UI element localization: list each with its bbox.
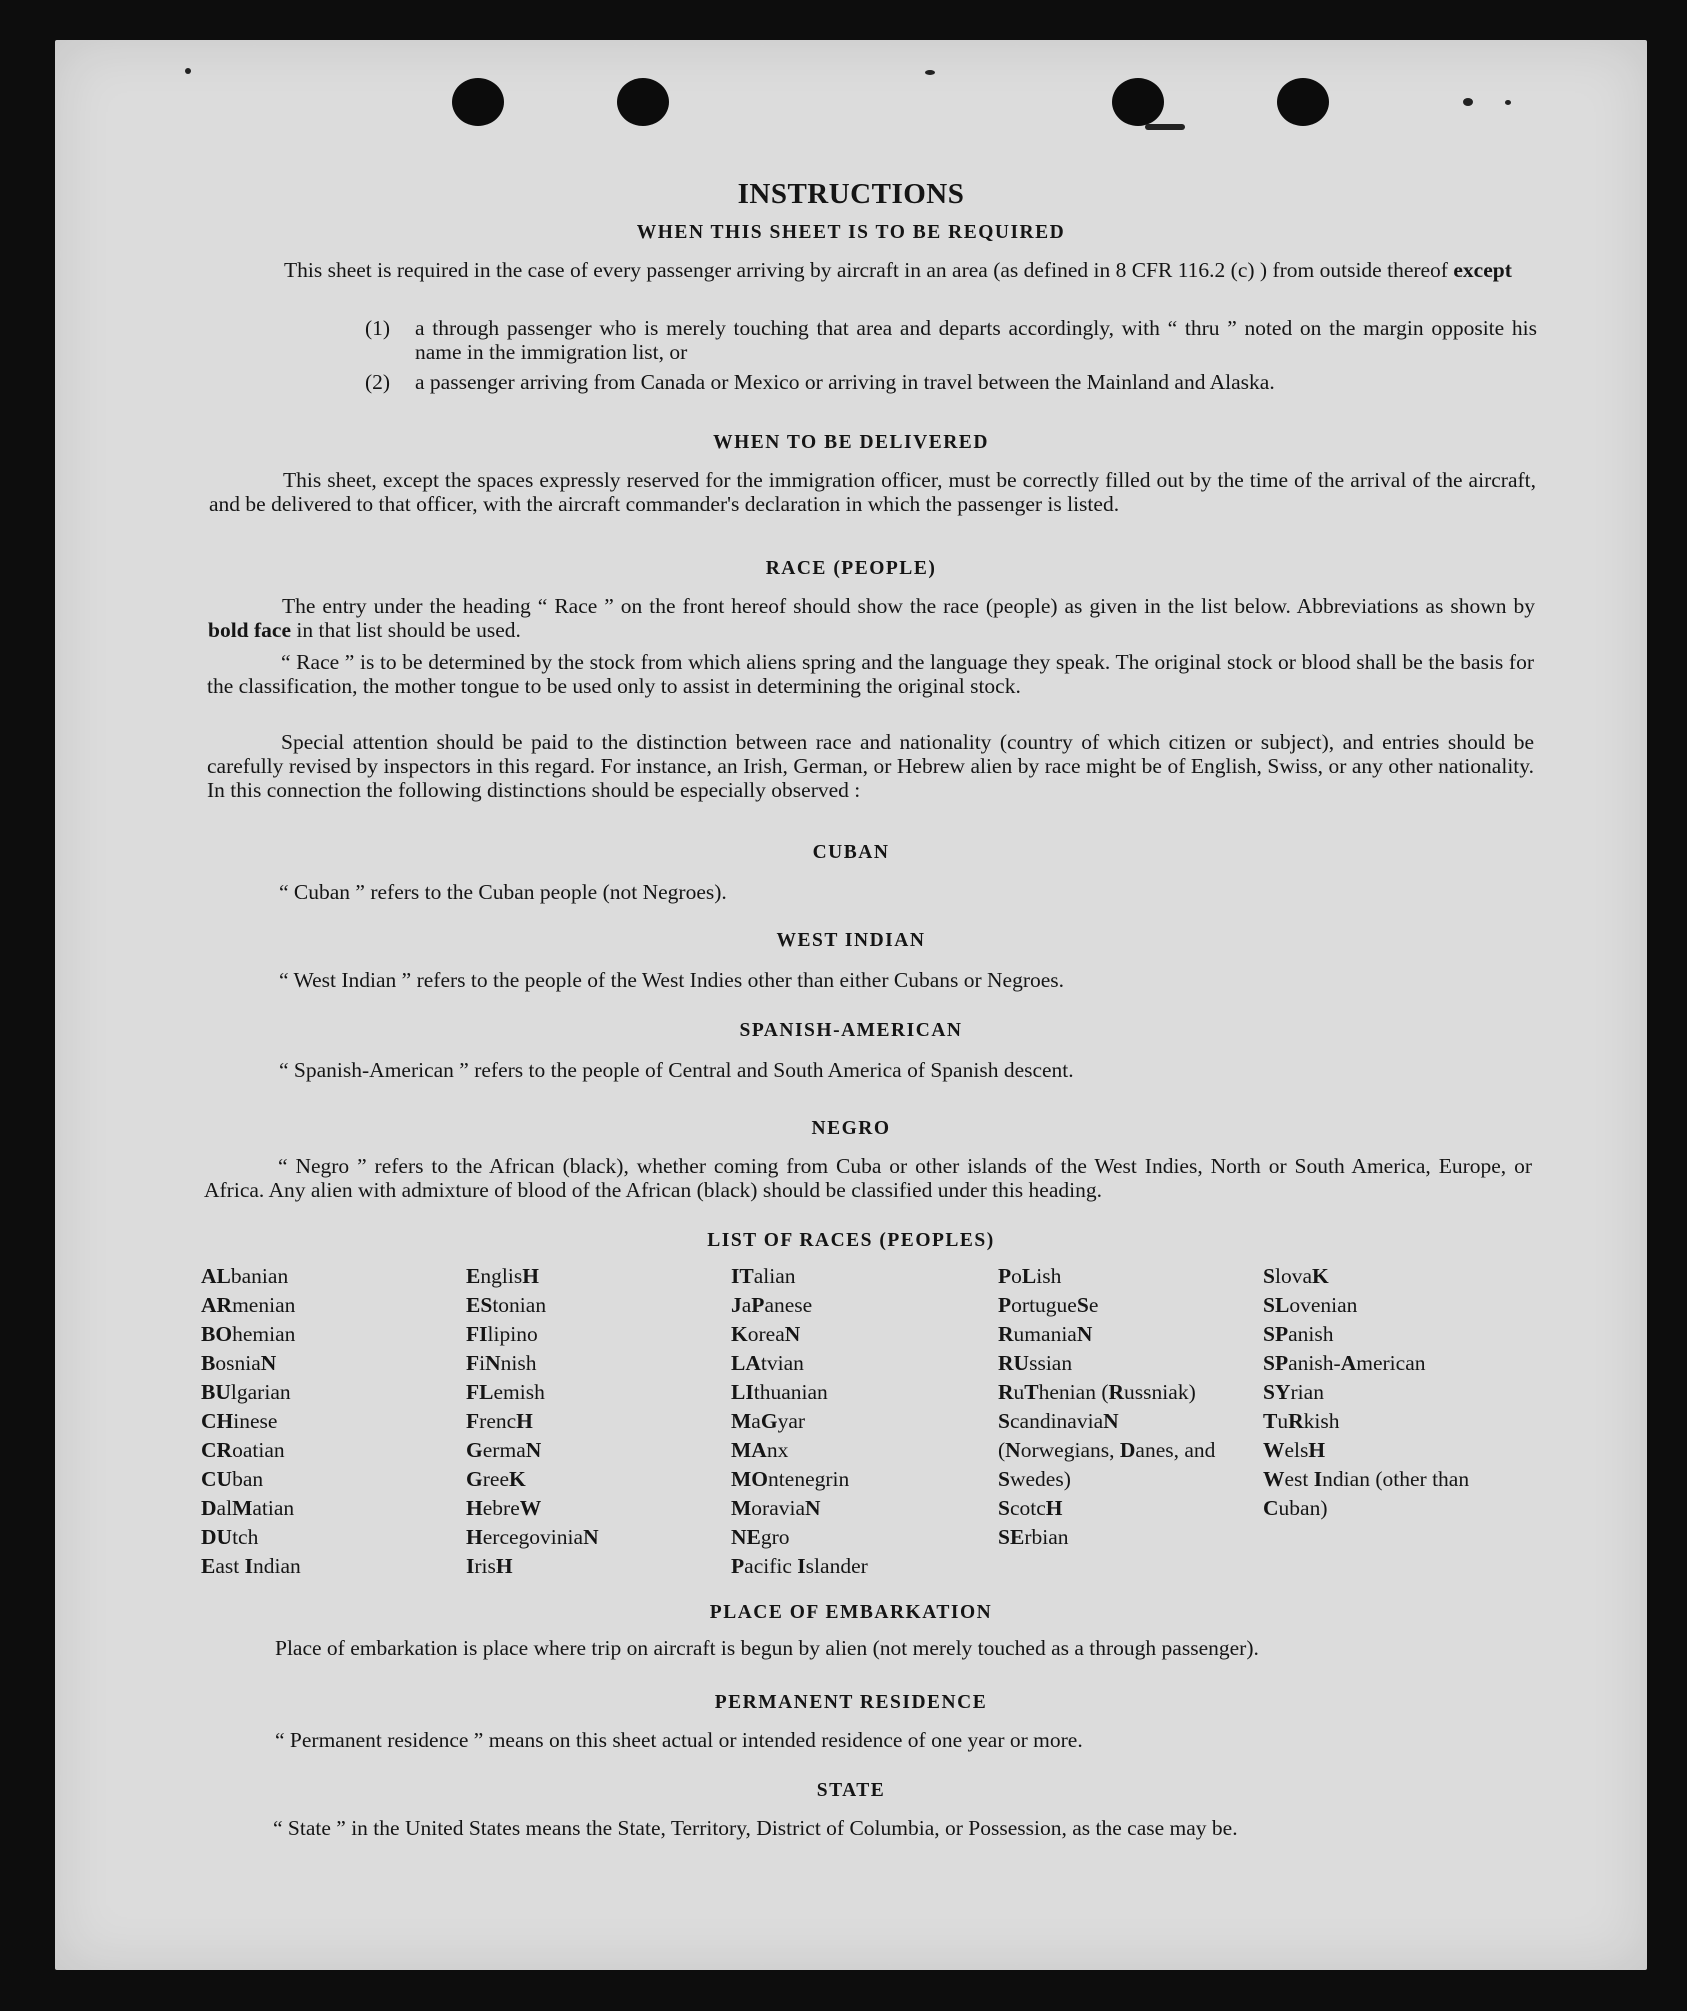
race-entry: East Indian <box>201 1554 301 1578</box>
paragraph-text: “ Cuban ” refers to the Cuban people (not Negroes). <box>279 880 727 904</box>
race-entry: GreeK <box>466 1467 526 1491</box>
race-entry: MoraviaN <box>731 1496 821 1520</box>
heading-cuban: CUBAN <box>812 842 890 863</box>
spanish-american-text <box>205 1058 1535 1082</box>
race-entry: SLovenian <box>1263 1293 1358 1317</box>
heading-when-required: WHEN THIS SHEET IS TO BE REQUIRED <box>636 222 1066 243</box>
race-entry: TuRkish <box>1263 1409 1340 1433</box>
race-entry: BOhemian <box>201 1322 296 1346</box>
race-entry: KoreaN <box>731 1322 801 1346</box>
heading-spanish-american: SPANISH-AMERICAN <box>739 1020 963 1041</box>
heading-list-of-races: LIST OF RACES (PEOPLES) <box>707 1230 995 1251</box>
race-entry: IrisH <box>466 1554 513 1578</box>
race-entry: EnglisH <box>466 1264 539 1288</box>
races-column-4 <box>998 1262 1238 1552</box>
negro-text <box>204 1154 1532 1202</box>
paragraph-text: “ State ” in the United States means the State, Territory, District of Columbia, or Possession, as the case may be. <box>273 1816 1238 1840</box>
race-entry: BUlgarian <box>201 1380 291 1404</box>
race-paragraph-1 <box>208 594 1535 642</box>
race-paragraph-3 <box>207 730 1534 802</box>
race-entry: SYrian <box>1263 1380 1324 1404</box>
race-entry: CRoatian <box>201 1438 285 1462</box>
race-entry: MOntenegrin <box>731 1467 850 1491</box>
race-entry: NEgro <box>731 1525 790 1549</box>
race-entry: RumaniaN <box>998 1322 1093 1346</box>
heading-west-indian: WEST INDIAN <box>776 930 926 951</box>
race-entry: SlovaK <box>1263 1264 1329 1288</box>
race-entry: CUban <box>201 1467 264 1491</box>
race-entry: EStonian <box>466 1293 547 1317</box>
race-entry: DalMatian <box>201 1496 295 1520</box>
paragraph-text: “ Negro ” refers to the African (black), whether coming from Cuba or other islands of the West Indies, North or South America, Europe, or Africa. Any alien with admixture of blood of the African (black) should be classified under this heading. <box>204 1154 1532 1202</box>
embarkation-text <box>201 1636 1531 1660</box>
race-entry: West Indian (other than Cuban) <box>1263 1467 1470 1520</box>
race-entry: ALbanian <box>201 1264 289 1288</box>
paragraph-text: Place of embarkation is place where trip on aircraft is begun by alien (not merely touched as a through passenger). <box>275 1636 1259 1660</box>
state-text <box>199 1816 1529 1840</box>
paragraph-text: Special attention should be paid to the distinction between race and nationality (country of which citizen or subject), and entries should be carefully revised by inspectors in this regard. For instance, an Irish, German, or Hebrew alien by race might be of English, Swiss, or any other nationality. In this connection the following distinctions should be especially observed : <box>207 730 1534 802</box>
heading-residence: PERMANENT RESIDENCE <box>714 1692 988 1713</box>
race-entry: MAnx <box>731 1438 789 1462</box>
races-column-1 <box>201 1262 461 1581</box>
item-number: (1) <box>365 316 391 340</box>
paragraph-text: in that list should be used. <box>296 618 521 642</box>
race-entry: ARmenian <box>201 1293 296 1317</box>
race-entry: FLemish <box>466 1380 545 1404</box>
race-entry: PortugueSe <box>998 1293 1099 1317</box>
page-title: INSTRUCTIONS <box>737 178 965 210</box>
race-entry: Pacific Islander <box>731 1554 868 1578</box>
heading-when-delivered: WHEN TO BE DELIVERED <box>713 432 989 453</box>
when-delivered-text <box>209 468 1536 516</box>
race-entry: LIthuanian <box>731 1380 828 1404</box>
race-paragraph-2 <box>207 650 1534 698</box>
race-entry: GermaN <box>466 1438 542 1462</box>
race-entry: FiNnish <box>466 1351 537 1375</box>
race-entry: RUssian <box>998 1351 1073 1375</box>
race-entry: JaPanese <box>731 1293 813 1317</box>
intro-text: This sheet is required in the case of every passenger arriving by aircraft in an area (as defined in 8 CFR 116.2 (c) ) from outside thereof <box>284 258 1448 282</box>
race-entry: CHinese <box>201 1409 278 1433</box>
race-entry: BosniaN <box>201 1351 277 1375</box>
document-sheet <box>55 40 1647 1970</box>
paragraph-text: “ Spanish-American ” refers to the people of Central and South America of Spanish descent. <box>279 1058 1074 1082</box>
west-indian-text <box>205 968 1535 992</box>
race-entry: FrencH <box>466 1409 533 1433</box>
heading-negro: NEGRO <box>811 1118 891 1139</box>
race-entry: ITalian <box>731 1264 796 1288</box>
race-entry: LAtvian <box>731 1351 804 1375</box>
intro-emphasis: except <box>1453 258 1512 282</box>
heading-race: RACE (PEOPLE) <box>765 558 937 579</box>
item-text: a through passenger who is merely touching that area and departs accordingly, with “ thru ” noted on the margin opposite his name in the immigration list, or <box>415 316 1537 364</box>
race-entry: SPanish <box>1263 1322 1334 1346</box>
race-entry: DUtch <box>201 1525 259 1549</box>
item-text: a passenger arriving from Canada or Mexico or arriving in travel between the Mainland and Alaska. <box>415 370 1275 394</box>
paragraph-text: “ Permanent residence ” means on this sheet actual or intended residence of one year or more. <box>275 1728 1083 1752</box>
item-number: (2) <box>365 370 391 394</box>
when-required-intro <box>210 258 1536 282</box>
paragraph-text: The entry under the heading “ Race ” on the front hereof should show the race (people) as given in the list below. Abbreviations as shown by <box>282 594 1535 618</box>
races-column-5 <box>1263 1262 1503 1523</box>
heading-embarkation: PLACE OF EMBARKATION <box>709 1602 993 1623</box>
paragraph-text: “ West Indian ” refers to the people of the West Indies other than either Cubans or Negroes. <box>279 968 1065 992</box>
race-entry: MaGyar <box>731 1409 806 1433</box>
races-column-2 <box>466 1262 726 1581</box>
heading-state: STATE <box>816 1780 886 1801</box>
cuban-text <box>205 880 1535 904</box>
race-entry: HebreW <box>466 1496 542 1520</box>
paragraph-text: This sheet, except the spaces expressly reserved for the immigration officer, must be correctly filled out by the time of the arrival of the aircraft, and be delivered to that officer, with the aircraft commander's declaration in which the passenger is listed. <box>209 468 1536 516</box>
race-entry: HercegoviniaN <box>466 1525 599 1549</box>
race-entry: WelsH <box>1263 1438 1326 1462</box>
race-entry: ScotcH <box>998 1496 1063 1520</box>
races-column-3 <box>731 1262 991 1581</box>
races-list <box>201 1262 1521 1578</box>
instructions-content <box>55 40 1647 1970</box>
residence-text <box>201 1728 1531 1752</box>
race-entry: FIlipino <box>466 1322 538 1346</box>
race-entry: SPanish-American <box>1263 1351 1426 1375</box>
race-entry: SErbian <box>998 1525 1069 1549</box>
race-entry: PoLish <box>998 1264 1062 1288</box>
bold-face-term: bold face <box>208 618 292 642</box>
race-entry: ScandinaviaN (Norwegians, Danes, and Swedes) <box>998 1409 1216 1491</box>
race-entry: RuThenian (Russniak) <box>998 1380 1196 1404</box>
paragraph-text: “ Race ” is to be determined by the stock from which aliens spring and the language they speak. The original stock or blood shall be the basis for the classification, the mother tongue to be used only to assist in determining the original stock. <box>207 650 1534 698</box>
